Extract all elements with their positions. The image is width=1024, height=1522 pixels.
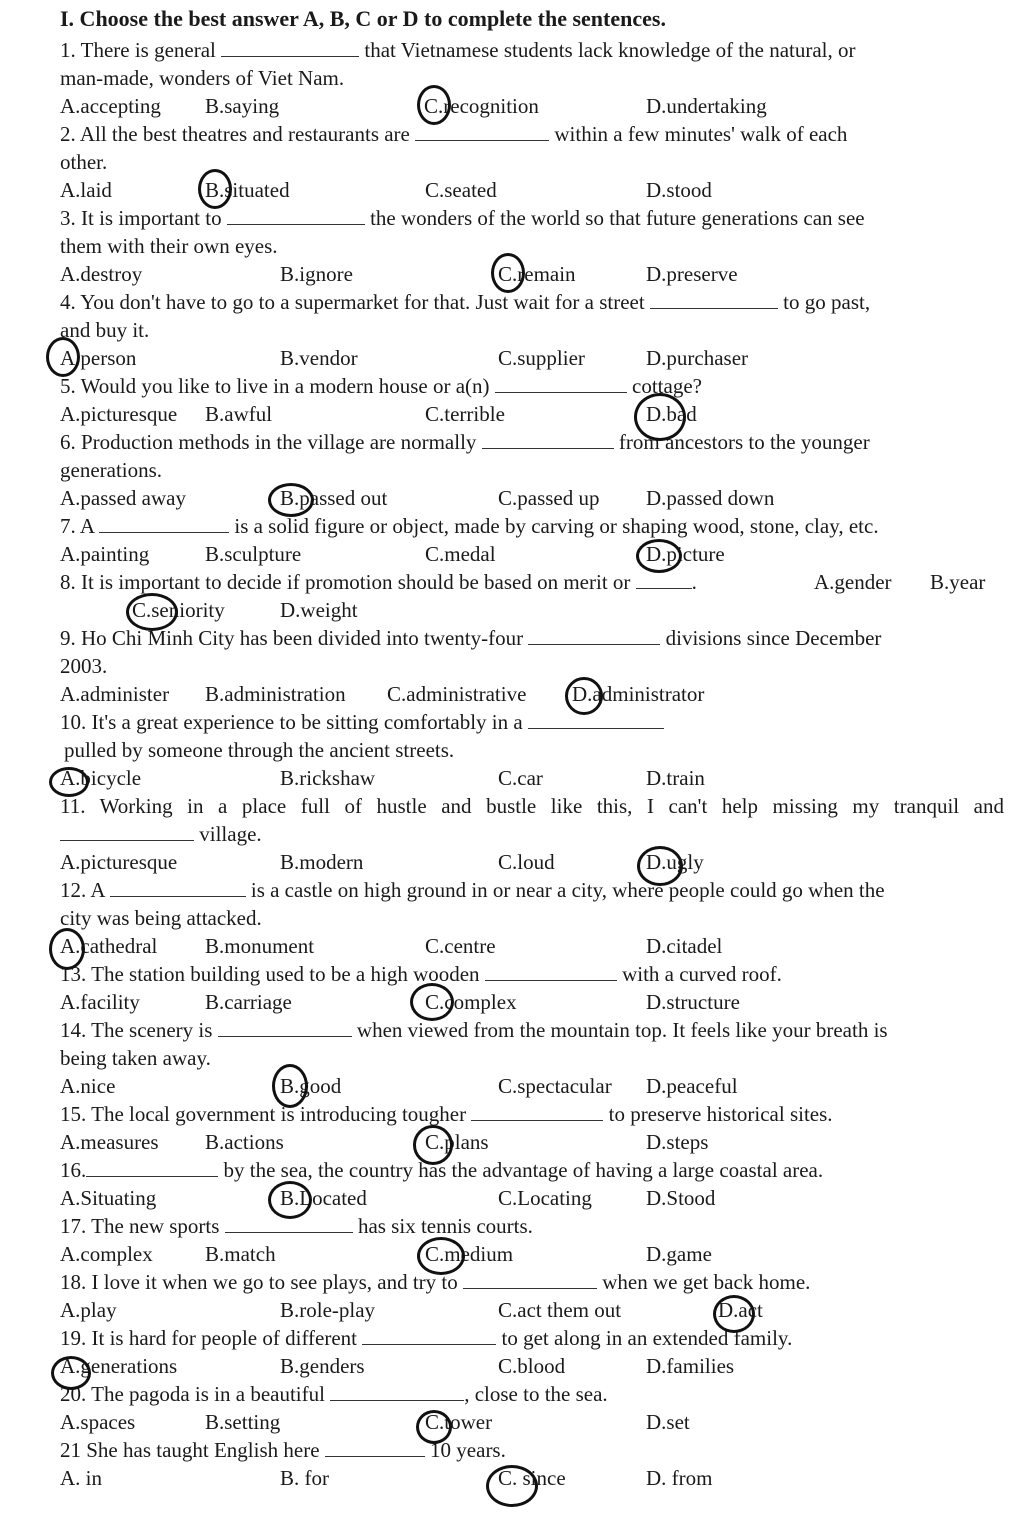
answer-blank xyxy=(110,878,246,897)
q18-answer-mark xyxy=(713,1295,755,1333)
q19-option-a: A.generations xyxy=(60,1354,178,1378)
question-10-line: 10. It's a great experience to be sitting comfortably in a xyxy=(60,708,664,736)
q1-option-b: B.saying xyxy=(205,94,280,118)
q17-option-b: B.match xyxy=(205,1242,276,1266)
q8-option-d: D.weight xyxy=(280,598,358,622)
question-18-line: 18. I love it when we go to see plays, and try to when we get back home. xyxy=(60,1270,811,1294)
answer-blank xyxy=(221,38,359,57)
q12-answer-mark xyxy=(49,928,85,970)
q13-answer-mark xyxy=(410,983,454,1021)
question-20-line: 20. The pagoda is in a beautiful , close to the sea. xyxy=(60,1382,608,1406)
q10-option-d: D.train xyxy=(646,766,705,790)
q3-answer-mark xyxy=(491,253,525,293)
answer-blank xyxy=(471,1102,603,1121)
q17-answer-mark xyxy=(417,1237,465,1275)
q7-option-c: C.medal xyxy=(425,542,496,566)
q16-option-d: D.Stood xyxy=(646,1186,716,1210)
q15-option-b: B.actions xyxy=(205,1130,284,1154)
answer-blank xyxy=(528,710,664,729)
question-3-continuation: them with their own eyes. xyxy=(60,234,278,258)
q20-option-a: A.spaces xyxy=(60,1410,136,1434)
question-4-continuation: and buy it. xyxy=(60,318,150,342)
question-11-continuation: village. xyxy=(60,820,1004,848)
q7-option-d: D.picture xyxy=(646,542,725,566)
q18-option-a: A.play xyxy=(60,1298,117,1322)
q21-option-d: D. from xyxy=(646,1466,713,1490)
q12-option-c: C.centre xyxy=(425,934,496,958)
q20-option-c: C.tower xyxy=(425,1410,493,1434)
q6-answer-mark xyxy=(268,483,314,517)
q8-option-a: A.gender xyxy=(814,570,892,594)
q21-option-c: C. since xyxy=(498,1466,566,1490)
answer-blank xyxy=(636,570,692,589)
q9-option-b: B.administration xyxy=(205,682,346,706)
q2-option-c: C.seated xyxy=(425,178,497,202)
question-19-line: 19. It is hard for people of different to get along in an extended family. xyxy=(60,1326,793,1350)
q11-answer-mark xyxy=(637,846,683,886)
q3-option-b: B.ignore xyxy=(280,262,353,286)
question-14-continuation: being taken away. xyxy=(60,1046,211,1070)
q9-option-d: D.administrator xyxy=(572,682,705,706)
q6-option-c: C.passed up xyxy=(498,486,600,510)
q11-option-d: D.ugly xyxy=(646,850,704,874)
q13-option-a: A.facility xyxy=(60,990,140,1014)
q3-option-a: A.destroy xyxy=(60,262,143,286)
question-12-line: 12. A is a castle on high ground in or near a city, where people could go when the xyxy=(60,878,885,902)
q10-option-a: A.bicycle xyxy=(60,766,142,790)
q16-answer-mark xyxy=(268,1181,312,1219)
question-5-line: 5. Would you like to live in a modern house or a(n) cottage? xyxy=(60,374,702,398)
q14-option-d: D.peaceful xyxy=(646,1074,738,1098)
q12-option-b: B.monument xyxy=(205,934,315,958)
q18-option-d: D.act xyxy=(718,1298,763,1322)
question-15-line: 15. The local government is introducing tougher to preserve historical sites. xyxy=(60,1102,833,1126)
q5-answer-mark xyxy=(634,393,686,441)
q17-option-d: D.game xyxy=(646,1242,712,1266)
q7-answer-mark xyxy=(636,539,682,573)
q7-option-a: A.painting xyxy=(60,542,150,566)
q9-answer-mark xyxy=(565,677,603,715)
answer-blank xyxy=(495,374,627,393)
q10-option-c: C.car xyxy=(498,766,543,790)
q19-answer-mark xyxy=(51,1356,91,1390)
q9-option-c: C.administrative xyxy=(387,682,527,706)
q15-option-a: A.measures xyxy=(60,1130,159,1154)
question-3-line: 3. It is important to the wonders of the world so that future generations can see xyxy=(60,206,865,230)
question-6-line: 6. Production methods in the village are normally from ancestors to the younger xyxy=(60,430,870,454)
answer-blank xyxy=(482,430,614,449)
q12-option-a: A.cathedral xyxy=(60,934,158,958)
q19-option-b: B.genders xyxy=(280,1354,365,1378)
q2-option-a: A.laid xyxy=(60,178,112,202)
q2-option-d: D.stood xyxy=(646,178,712,202)
q1-option-a: A.accepting xyxy=(60,94,161,118)
q17-option-a: A.complex xyxy=(60,1242,153,1266)
q13-option-d: D.structure xyxy=(646,990,740,1014)
question-11-line: 11. Working in a place full of hustle and bustle like this, I can't help missing my tranquil and xyxy=(60,794,1004,818)
q18-option-c: C.act them out xyxy=(498,1298,622,1322)
answer-blank xyxy=(99,514,229,533)
q2-option-b: B.situated xyxy=(205,178,290,202)
q16-option-c: C.Locating xyxy=(498,1186,592,1210)
q4-option-b: B.vendor xyxy=(280,346,358,370)
q11-option-a: A.picturesque xyxy=(60,850,178,874)
question-13-line: 13. The station building used to be a high wooden with a curved roof. xyxy=(60,962,782,986)
q14-option-b: B.good xyxy=(280,1074,342,1098)
answer-blank xyxy=(330,1382,464,1401)
q14-option-c: C.spectacular xyxy=(498,1074,612,1098)
q19-option-d: D.families xyxy=(646,1354,735,1378)
question-1-continuation: man-made, wonders of Viet Nam. xyxy=(60,66,345,90)
q21-option-b: B. for xyxy=(280,1466,329,1490)
q8-option-c: C.seniority xyxy=(132,598,225,622)
q16-option-b: B.Located xyxy=(280,1186,367,1210)
answer-blank xyxy=(650,290,778,309)
q19-option-c: C.blood xyxy=(498,1354,566,1378)
q10-option-b: B.rickshaw xyxy=(280,766,376,790)
answer-blank xyxy=(485,962,617,981)
exercise-heading: I. Choose the best answer A, B, C or D to complete the sentences. xyxy=(60,6,666,31)
q6-option-b: B.passed out xyxy=(280,486,388,510)
q13-option-c: C.complex xyxy=(425,990,517,1014)
question-17-line: 17. The new sports has six tennis courts. xyxy=(60,1214,533,1238)
question-16-line: 16. by the sea, the country has the advantage of having a large coastal area. xyxy=(60,1158,824,1182)
q1-option-d: D.undertaking xyxy=(646,94,767,118)
q9-option-a: A.administer xyxy=(60,682,170,706)
q4-answer-mark xyxy=(46,337,80,377)
q12-option-d: D.citadel xyxy=(646,934,723,958)
q11-option-b: B.modern xyxy=(280,850,364,874)
q11-option-c: C.loud xyxy=(498,850,555,874)
q5-option-a: A.picturesque xyxy=(60,402,178,426)
question-9-continuation: 2003. xyxy=(60,654,108,678)
question-6-continuation: generations. xyxy=(60,458,163,482)
question-1-line: 1. There is general that Vietnamese students lack knowledge of the natural, or xyxy=(60,38,856,62)
q5-option-d: D.bad xyxy=(646,402,697,426)
q6-option-d: D.passed down xyxy=(646,486,775,510)
question-10-continuation: pulled by someone through the ancient streets. xyxy=(64,738,455,762)
q21-option-a: A. in xyxy=(60,1466,102,1490)
q1-option-c: C.recognition xyxy=(424,94,539,118)
question-7-line: 7. A is a solid figure or object, made by carving or shaping wood, stone, clay, etc. xyxy=(60,514,879,538)
q7-option-b: B.sculpture xyxy=(205,542,302,566)
q4-option-c: C.supplier xyxy=(498,346,585,370)
question-9-line: 9. Ho Chi Minh City has been divided into twenty-four divisions since December xyxy=(60,626,882,650)
question-1-text: 1. There is general xyxy=(60,38,216,62)
answer-blank xyxy=(60,822,194,841)
q3-option-d: D.preserve xyxy=(646,262,738,286)
answer-blank xyxy=(463,1270,597,1289)
q15-option-d: D.steps xyxy=(646,1130,709,1154)
answer-blank xyxy=(218,1018,352,1037)
question-14-line: 14. The scenery is when viewed from the mountain top. It feels like your breath is xyxy=(60,1018,888,1042)
q15-option-c: C.plans xyxy=(425,1130,489,1154)
q20-option-b: B.setting xyxy=(205,1410,281,1434)
q18-option-b: B.role-play xyxy=(280,1298,376,1322)
question-2-continuation: other. xyxy=(60,150,108,174)
q2-answer-mark xyxy=(198,169,232,209)
q13-option-b: B.carriage xyxy=(205,990,292,1014)
question-8-line: 8. It is important to decide if promotion should be based on merit or . xyxy=(60,570,697,594)
q4-option-d: D.purchaser xyxy=(646,346,749,370)
q6-option-a: A.passed away xyxy=(60,486,186,510)
q8-option-b: B.year xyxy=(930,570,986,594)
answer-blank xyxy=(325,1438,425,1457)
q14-option-a: A.nice xyxy=(60,1074,116,1098)
q17-option-c: C.medium xyxy=(425,1242,514,1266)
answer-blank xyxy=(362,1326,496,1345)
answer-blank xyxy=(227,206,365,225)
q20-option-d: D.set xyxy=(646,1410,690,1434)
q16-option-a: A.Situating xyxy=(60,1186,157,1210)
q1-answer-mark xyxy=(417,85,451,125)
q15-answer-mark xyxy=(413,1125,453,1165)
answer-blank xyxy=(528,626,660,645)
question-2-line: 2. All the best theatres and restaurants are within a few minutes' walk of each xyxy=(60,122,848,146)
question-21-line: 21 She has taught English here 10 years. xyxy=(60,1438,506,1462)
q4-option-a: A.person xyxy=(60,346,137,370)
q8-answer-mark xyxy=(126,593,178,631)
q10-answer-mark xyxy=(49,767,89,797)
q5-option-c: C.terrible xyxy=(425,402,505,426)
q3-option-c: C.remain xyxy=(498,262,576,286)
q21-answer-mark xyxy=(486,1465,538,1507)
q20-answer-mark xyxy=(416,1410,452,1444)
answer-blank xyxy=(86,1158,218,1177)
q5-option-b: B.awful xyxy=(205,402,273,426)
question-12-continuation: city was being attacked. xyxy=(60,906,262,930)
q14-answer-mark xyxy=(272,1064,308,1108)
question-4-line: 4. You don't have to go to a supermarket for that. Just wait for a street to go past, xyxy=(60,290,871,314)
